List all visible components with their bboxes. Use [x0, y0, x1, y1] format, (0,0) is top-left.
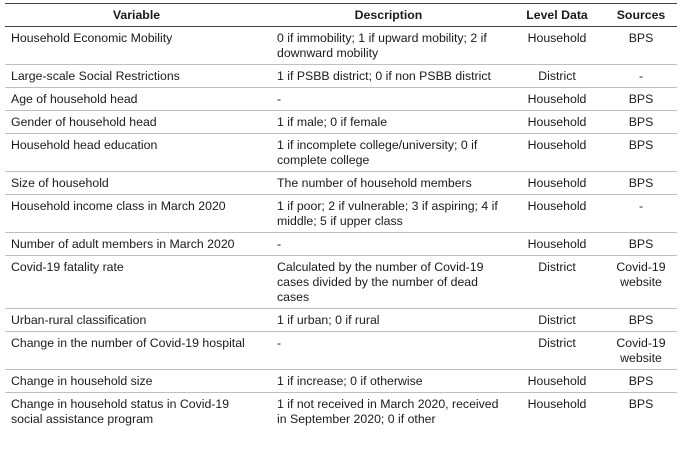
header-description: Description — [268, 4, 509, 27]
cell-level-data: Household — [509, 88, 605, 111]
cell-description: - — [268, 332, 509, 370]
cell-description: - — [268, 233, 509, 256]
table-row — [5, 195, 677, 233]
header-level-data: Level Data — [509, 4, 605, 27]
cell-level-data: Household — [509, 134, 605, 172]
cell-variable: Change in household size — [5, 370, 268, 393]
cell-description: 1 if male; 0 if female — [268, 111, 509, 134]
table-header-row — [5, 4, 677, 27]
header-sources: Sources — [605, 4, 677, 27]
cell-level-data: District — [509, 65, 605, 88]
cell-source: BPS — [605, 233, 677, 256]
cell-description: Calculated by the number of Covid-19 cases divided by the number of dead cases — [268, 256, 509, 309]
cell-variable: Gender of household head — [5, 111, 268, 134]
cell-variable: Change in household status in Covid-19 social assistance program — [11, 397, 230, 426]
table-row — [5, 233, 677, 256]
cell-variable: Change in the number of Covid-19 hospital — [5, 332, 268, 370]
cell-level-data: Household — [509, 233, 605, 256]
cell-level-data: Household — [527, 397, 587, 411]
cell-description: The number of household members — [268, 172, 509, 195]
table-row — [5, 172, 677, 195]
cell-description: 1 if PSBB district; 0 if non PSBB district — [268, 65, 509, 88]
cell-description: 1 if urban; 0 if rural — [268, 309, 509, 332]
table-row — [5, 27, 677, 65]
cell-source: - — [605, 195, 677, 233]
cell-description: 0 if immobility; 1 if upward mobility; 2 if downward mobility — [268, 27, 509, 65]
header-variable: Variable — [5, 4, 268, 27]
cell-source: - — [605, 65, 677, 88]
table-row — [5, 134, 677, 172]
cell-variable: Household Economic Mobility — [5, 27, 268, 65]
table-row — [5, 88, 677, 111]
cell-description: 1 if poor; 2 if vulnerable; 3 if aspiring; 4 if middle; 5 if upper class — [268, 195, 509, 233]
cell-variable: Covid-19 fatality rate — [5, 256, 268, 309]
table-row — [5, 309, 677, 332]
table-row — [5, 256, 677, 309]
cell-variable: Household head education — [5, 134, 268, 172]
table-body — [5, 27, 677, 431]
cell-source: Covid-19 website — [605, 332, 677, 370]
cell-level-data: Household — [509, 111, 605, 134]
cell-description: - — [268, 88, 509, 111]
cell-variable: Size of household — [5, 172, 268, 195]
cell-description: 1 if increase; 0 if otherwise — [268, 370, 509, 393]
cell-level-data: District — [509, 309, 605, 332]
table-row — [5, 332, 677, 370]
cell-source: BPS — [605, 134, 677, 172]
cell-source: BPS — [605, 111, 677, 134]
cell-level-data: District — [509, 256, 605, 309]
cell-source: BPS — [605, 309, 677, 332]
cell-source: BPS — [605, 370, 677, 393]
cell-variable: Urban-rural classification — [5, 309, 268, 332]
cell-source: BPS — [628, 397, 654, 411]
table-row — [5, 370, 677, 393]
cell-variable: Large-scale Social Restrictions — [5, 65, 268, 88]
cell-description: 1 if incomplete college/university; 0 if complete college — [268, 134, 509, 172]
cell-level-data: Household — [509, 195, 605, 233]
cell-variable: Number of adult members in March 2020 — [5, 233, 268, 256]
cell-variable: Household income class in March 2020 — [5, 195, 268, 233]
table-row — [5, 111, 677, 134]
table-row — [5, 393, 677, 431]
cell-source: BPS — [605, 172, 677, 195]
cell-level-data: Household — [509, 27, 605, 65]
cell-source: Covid-19 website — [605, 256, 677, 309]
cell-source: BPS — [605, 27, 677, 65]
table-row — [5, 65, 677, 88]
cell-description: 1 if not received in March 2020, received in September 2020; 0 if other — [277, 397, 499, 426]
cell-level-data: Household — [509, 172, 605, 195]
variables-table — [5, 3, 677, 430]
cell-level-data: Household — [509, 370, 605, 393]
cell-source: BPS — [605, 88, 677, 111]
cell-variable: Age of household head — [5, 88, 268, 111]
cell-level-data: District — [509, 332, 605, 370]
